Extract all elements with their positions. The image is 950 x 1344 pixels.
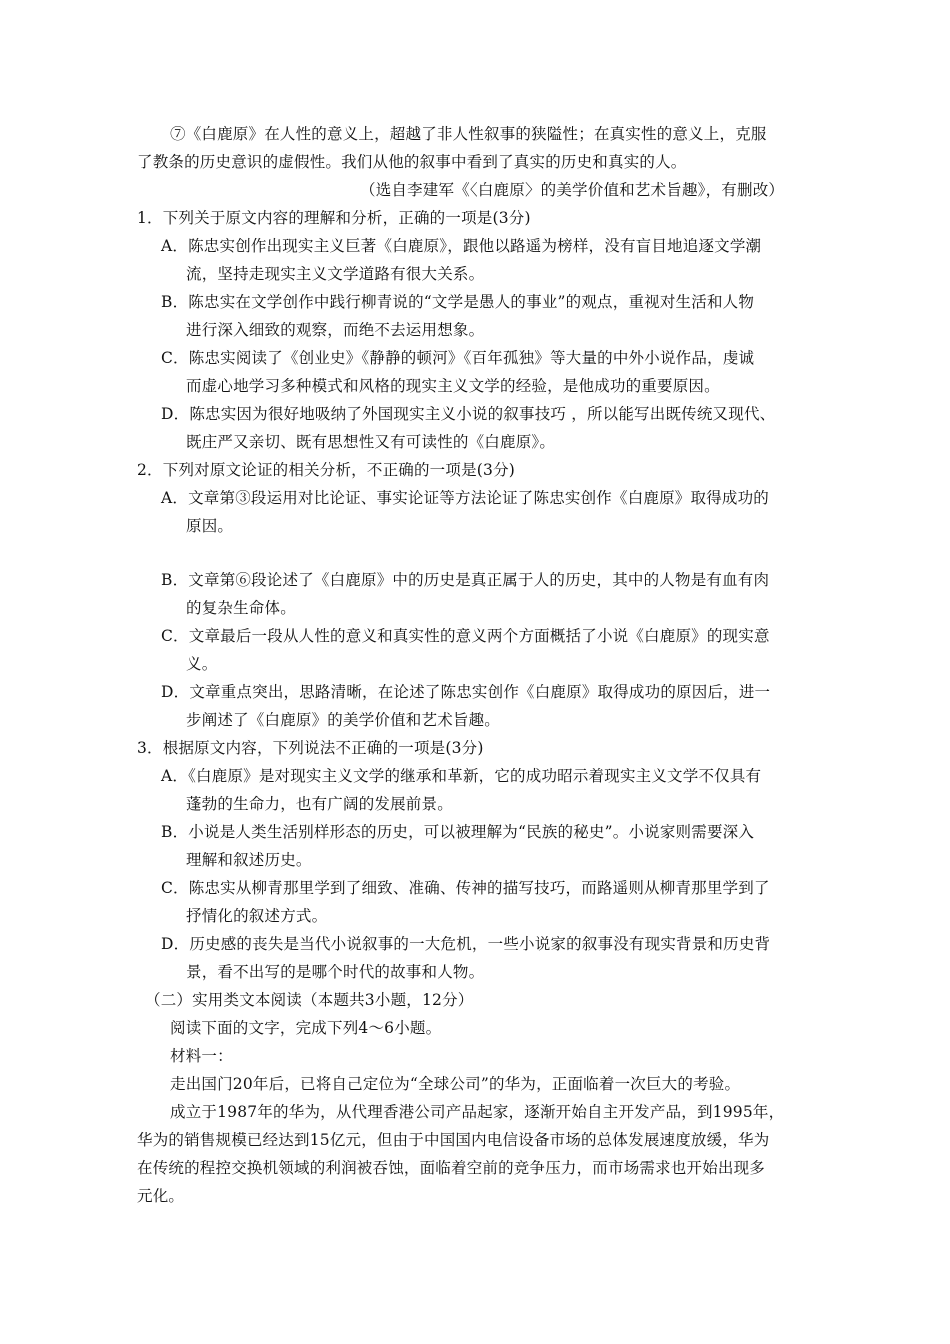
question-2-option-d-line-1: D．文章重点突出，思路清晰，在论述了陈忠实创作《白鹿原》取得成功的原因后，进一 [161,683,771,701]
question-3-option-b-line-1: B．小说是人类生活别样形态的历史，可以被理解为“民族的秘史”。小说家则需要深入 [161,823,755,841]
paragraph-7-line-2: 了教条的历史意识的虚假性。我们从他的叙事中看到了真实的历史和真实的人。 [137,153,687,171]
question-1-option-c-line-2: 而虚心地学习多种模式和风格的现实主义文学的经验，是他成功的重要原因。 [186,377,720,395]
material-1-paragraph-2-line-3: 在传统的程控交换机领域的利润被吞蚀，面临着空前的竞争压力，而市场需求也开始出现多 [137,1159,766,1177]
question-2-option-b-line-2: 的复杂生命体。 [186,599,296,617]
material-1-paragraph-2-line-4: 元化。 [137,1187,185,1205]
question-2-option-b-line-1: B．文章第⑥段论述了《白鹿原》中的历史是真正属于人的历史，其中的人物是有血有肉 [161,571,770,589]
question-2-option-d-line-2: 步阐述了《白鹿原》的美学价值和艺术旨趣。 [186,711,501,729]
question-1-option-b-line-1: B．陈忠实在文学创作中践行柳青说的“文学是愚人的事业”的观点，重视对生活和人物 [161,293,755,311]
question-1-option-a-line-1: A．陈忠实创作出现实主义巨著《白鹿原》，跟他以路遥为榜样，没有盲目地追逐文学潮 [161,237,762,255]
question-3-option-a-line-2: 蓬勃的生命力，也有广阔的发展前景。 [186,795,453,813]
section-2-heading: （二）实用类文本阅读（本题共3小题，12分） [145,991,474,1009]
material-1-paragraph-2-line-2: 华为的销售规模已经达到15亿元，但由于中国国内电信设备市场的总体发展速度放缓，华为 [137,1131,770,1149]
question-3-option-d-line-1: D．历史感的丧失是当代小说叙事的一大危机，一些小说家的叙事没有现实背景和历史背 [161,935,771,953]
question-1-option-d-line-1: D．陈忠实因为很好地吸纳了外国现实主义小说的叙事技巧 ，所以能写出既传统又现代、 [161,405,776,423]
paragraph-7-line-1: ⑦《白鹿原》在人性的意义上，超越了非人性叙事的狭隘性；在真实性的意义上，克服 [170,125,767,143]
material-1-paragraph-2-line-1: 成立于1987年的华为，从代理香港公司产品起家，逐渐开始自主开发产品，到1995年， [170,1103,785,1121]
question-3-option-c-line-2: 抒情化的叙述方式。 [186,907,328,925]
question-3-stem: 3．根据原文内容，下列说法不正确的一项是(3分) [137,739,484,757]
question-2-stem: 2．下列对原文论证的相关分析，不正确的一项是(3分) [137,461,516,479]
source-citation: （选自李建军《〈白鹿原〉的美学价值和艺术旨趣》，有删改） [360,181,785,199]
question-2-option-a-line-2: 原因。 [186,517,234,535]
question-1-option-a-line-2: 流，坚持走现实主义文学道路有很大关系。 [186,265,485,283]
question-3-option-d-line-2: 景，看不出写的是哪个时代的故事和人物。 [186,963,485,981]
question-2-option-c-line-2: 义。 [186,655,218,673]
question-2-option-a-line-1: A．文章第③段运用对比论证、事实论证等方法论证了陈忠实创作《白鹿原》取得成功的 [161,489,769,507]
question-1-option-b-line-2: 进行深入细致的观察，而绝不去运用想象。 [186,321,485,339]
question-3-option-a-line-1: A．《白鹿原》是对现实主义文学的继承和革新，它的成功昭示着现实主义文学不仅具有 [161,767,762,785]
section-2-instruction: 阅读下面的文字，完成下列4～6小题。 [170,1019,442,1037]
question-3-option-c-line-1: C．陈忠实从柳青那里学到了细致、准确、传神的描写技巧，而路遥则从柳青那里学到了 [161,879,770,897]
question-1-option-c-line-1: C．陈忠实阅读了《创业史》《静静的顿河》《百年孤独》等大量的中外小说作品，虔诚 [161,349,755,367]
material-1-paragraph-1: 走出国门20年后，已将自己定位为“全球公司”的华为，正面临着一次巨大的考验。 [170,1075,741,1093]
question-2-option-c-line-1: C．文章最后一段从人性的意义和真实性的意义两个方面概括了小说《白鹿原》的现实意 [161,627,770,645]
question-3-option-b-line-2: 理解和叙述历史。 [186,851,312,869]
question-1-stem: 1．下列关于原文内容的理解和分析，正确的一项是(3分) [137,209,531,227]
question-1-option-d-line-2: 既庄严又亲切、既有思想性又有可读性的《白鹿原》。 [186,433,556,451]
material-1-label: 材料一： [170,1047,233,1065]
